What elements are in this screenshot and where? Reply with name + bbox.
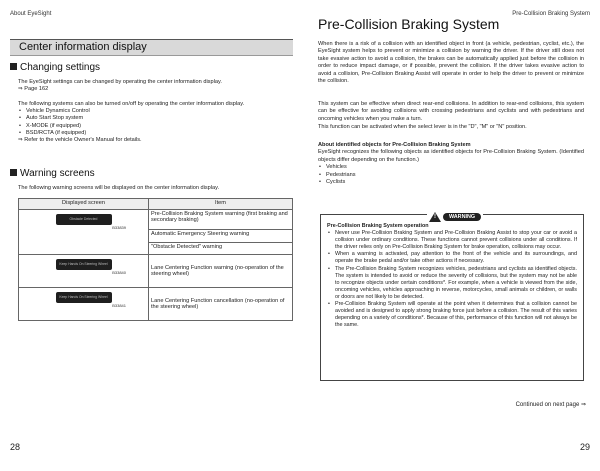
warning-content [327, 223, 577, 329]
list-item: • BSD/RCTA (if equipped) [26, 130, 293, 137]
page-title: Pre-Collision Braking System [318, 16, 500, 32]
list-item: • Pre-Collision Braking System will operate at the point when it determines that a collision cannot be avoided and is designed to apply strong braking force just before a collision. The result of this varies depending on a variety of conditions*. Because of this, performance of this function will not always be the same. [335, 301, 577, 329]
identified-objects-heading: About identified objects for Pre-Collision Braking System [318, 142, 471, 148]
warning-screens-heading: Warning screens [10, 168, 95, 179]
screen-cell [19, 210, 149, 255]
changing-settings-heading: Changing settings [10, 62, 100, 73]
identified-objects-list [318, 164, 584, 186]
display-screen-image: Keep Hands On Steering Wheel [56, 292, 112, 303]
right-running-header: Pre-Collision Braking System [512, 11, 590, 17]
square-bullet-icon [10, 169, 17, 176]
list-item: • X-MODE (if equipped) [26, 123, 293, 130]
square-bullet-icon [10, 63, 17, 70]
image-code: B33839 [112, 225, 126, 230]
item-cell: "Obstacle Detected" warning [149, 242, 293, 254]
list-item: • Vehicles [326, 164, 584, 171]
table-row [19, 288, 293, 321]
list-item: • When a warning is activated, pay attention to the front of the vehicle and its surroundings, and operate the brake pedal and/or take other actions if necessary. [335, 251, 577, 265]
warning-screens-table [18, 198, 293, 321]
warning-triangle-icon: ! [429, 212, 441, 222]
item-cell: Pre-Collision Braking System warning (first braking and secondary braking) [149, 210, 293, 230]
list-item: • Never use Pre-Collision Braking System and Pre-Collision Braking Assist to stop your car or avoid a collision under ordinary conditions. These functions cannot prevent collisions under all conditions. If the driver relies only on Pre-Collision Braking System for brake operation, collisions may occur. [335, 230, 577, 251]
image-code: B33841 [112, 303, 126, 308]
intro-paragraph: When there is a risk of a collision with an identified object in front (a vehicle, pedestrian, cyclist, etc.), the EyeSight system helps to prevent or minimize a collision by warning the driver. If the driver still does not take evasive action to avoid a collision, the brakes can be automatically applied just before the collision in order to reduce impact damage, or if possible, prevent the collision. If the driver takes evasive action to avoid a collision, Pre-Collision Braking Assist will operate in order to help the driver to prevent or minimize the collision. [318, 41, 584, 85]
warning-box [320, 214, 584, 381]
page-ref: ⇒ Page 162 [18, 86, 49, 93]
list-item: • Cyclists [326, 179, 584, 186]
left-running-header: About EyeSight [10, 11, 52, 17]
section-title-box [10, 39, 293, 56]
col-header-item: Item [149, 199, 293, 210]
list-item: • Auto Start Stop system [26, 115, 293, 122]
warning-screens-intro: The following warning screens will be displayed on the center information display. [18, 185, 220, 191]
list-item: • Vehicle Dynamics Control [26, 108, 293, 115]
systems-block: The following systems can also be turned on/off by operating the center information display. • Vehicle Dynamics Control • Auto Start Stop system • X-MODE (if equipped) • BSD/RCTA (if equipped) ⇒ Refer to the vehicle Owner's Manual for details. [18, 101, 293, 144]
continued-link[interactable]: Continued on next page ⇒ [515, 402, 586, 408]
list-item: • The Pre-Collision Braking System recognizes vehicles, pedestrians and cyclists as identified objects. The system is intended to avoid or reduce the severity of collisions, but the system may not be able to recognize objects under certain conditions*. For example, when a vehicle is viewed from the side, oncoming vehicles, vehicles approaching in reverse, motorcycles, small animals or children, or walls or doors are not likely to be detected. [335, 266, 577, 301]
table-row [19, 255, 293, 288]
right-page-number: 29 [579, 442, 590, 452]
screen-cell [19, 288, 149, 321]
owners-manual-ref: ⇒ Refer to the vehicle Owner's Manual for details. [18, 137, 142, 144]
effectiveness-paragraph: This system can be effective when direct rear-end collisions. In addition to rear-end collisions, this system can be effective for avoiding collisions with crossing pedestrians and cyclists and with pedestrians and oncoming vehicles when you make a turn. [318, 101, 584, 122]
display-screen-image: Keep Hands On Steering Wheel [56, 259, 112, 270]
item-cell: Lane Centering Function warning (no-operation of the steering wheel) [149, 255, 293, 288]
display-screen-image: Obstacle Detected [56, 214, 112, 225]
item-cell: Automatic Emergency Steering warning [149, 230, 293, 242]
identified-objects-block: About identified objects for Pre-Collision Braking System EyeSight recognizes the following objects as identified objects for Pre-Collision Braking System. (Identified objects differ depending on the function.) • Vehicles • Pedestrians • Cyclists [318, 142, 584, 186]
changing-settings-text: The EyeSight settings can be changed by operating the center information display. ⇒ Page 162 [18, 79, 293, 93]
screen-cell [19, 255, 149, 288]
warning-label: ! WARNING [427, 208, 483, 222]
image-code: B33840 [112, 270, 126, 275]
list-item: • Pedestrians [326, 172, 584, 179]
warning-list [327, 230, 577, 329]
activation-paragraph: This function can be activated when the select lever is in the "D", "M" or "N" position. [318, 124, 527, 130]
left-page-number: 28 [10, 442, 21, 452]
table-row [19, 210, 293, 230]
section-title: Center information display [19, 41, 147, 53]
systems-list [18, 108, 293, 137]
warning-heading: Pre-Collision Braking System operation [327, 223, 429, 229]
col-header-screen: Displayed screen [19, 199, 149, 210]
right-page [300, 0, 600, 471]
item-cell: Lane Centering Function cancellation (no-operation of the steering wheel) [149, 288, 293, 321]
